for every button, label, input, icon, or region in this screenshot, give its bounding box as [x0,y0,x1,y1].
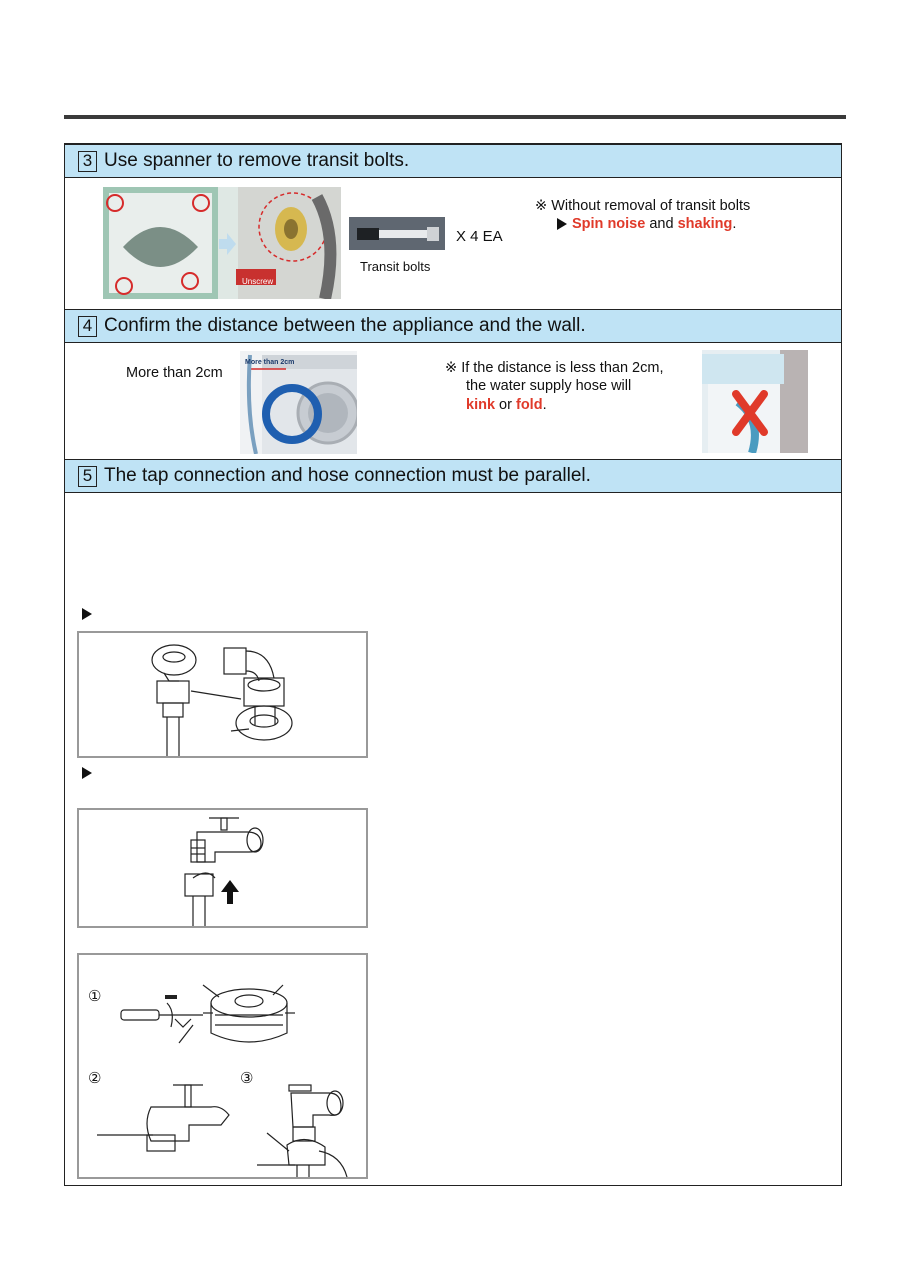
distance-label: More than 2cm [126,365,223,381]
section-5-header [65,459,841,493]
wrong-installation-photo [702,350,808,453]
pointer-triangle-icon [82,608,92,620]
tap-connection-diagram [77,808,368,928]
distance-note-line1: If the distance is less than 2cm, [461,360,664,376]
photo-distance-label: More than 2cm [245,359,295,366]
transit-bolt-image [349,217,445,250]
reference-mark: ※ [445,360,458,376]
reference-mark: ※ [535,198,548,214]
section-4-header [65,309,841,343]
bolt-caption: Transit bolts [360,259,431,274]
section-3-number: 3 [78,151,97,172]
transit-bolt-photo [103,187,341,299]
step-2-label: ② [88,1070,102,1087]
unscrew-label: Unscrew [242,277,274,286]
distance-consequence [466,396,547,414]
section-4-number: 4 [78,316,97,337]
section-3-title: Use spanner to remove transit bolts. [104,150,410,171]
bolt-consequence [572,215,736,233]
distance-note-line2: the water supply hose will [466,378,632,394]
pointer-triangle-icon [557,218,567,230]
section-3-header [65,144,841,178]
step-1-label: ① [88,988,102,1005]
shaking-warning: shaking [677,216,733,232]
section-5-number: 5 [78,466,97,487]
bolt-note [535,197,750,215]
bolt-note-line1: Without removal of transit bolts [551,198,751,214]
period: . [732,216,737,232]
section-5-title: The tap connection and hose connection must be parallel. [104,465,591,486]
rubber-seal-diagram [77,631,368,758]
tap-adapter-diagram [77,953,368,1179]
instruction-frame [64,143,842,1186]
or-text: or [499,397,512,413]
period: . [542,397,547,413]
kink-warning: kink [466,397,496,413]
fold-warning: fold [515,397,543,413]
top-rule [64,115,846,119]
bolt-quantity: X 4 EA [456,228,503,245]
spin-noise-warning: Spin noise [572,216,646,232]
distance-note [445,359,663,377]
section-4-title: Confirm the distance between the appliance and the wall. [104,315,586,336]
pointer-triangle-icon [82,767,92,779]
step-3-label: ③ [240,1070,254,1087]
and-text: and [649,216,674,232]
